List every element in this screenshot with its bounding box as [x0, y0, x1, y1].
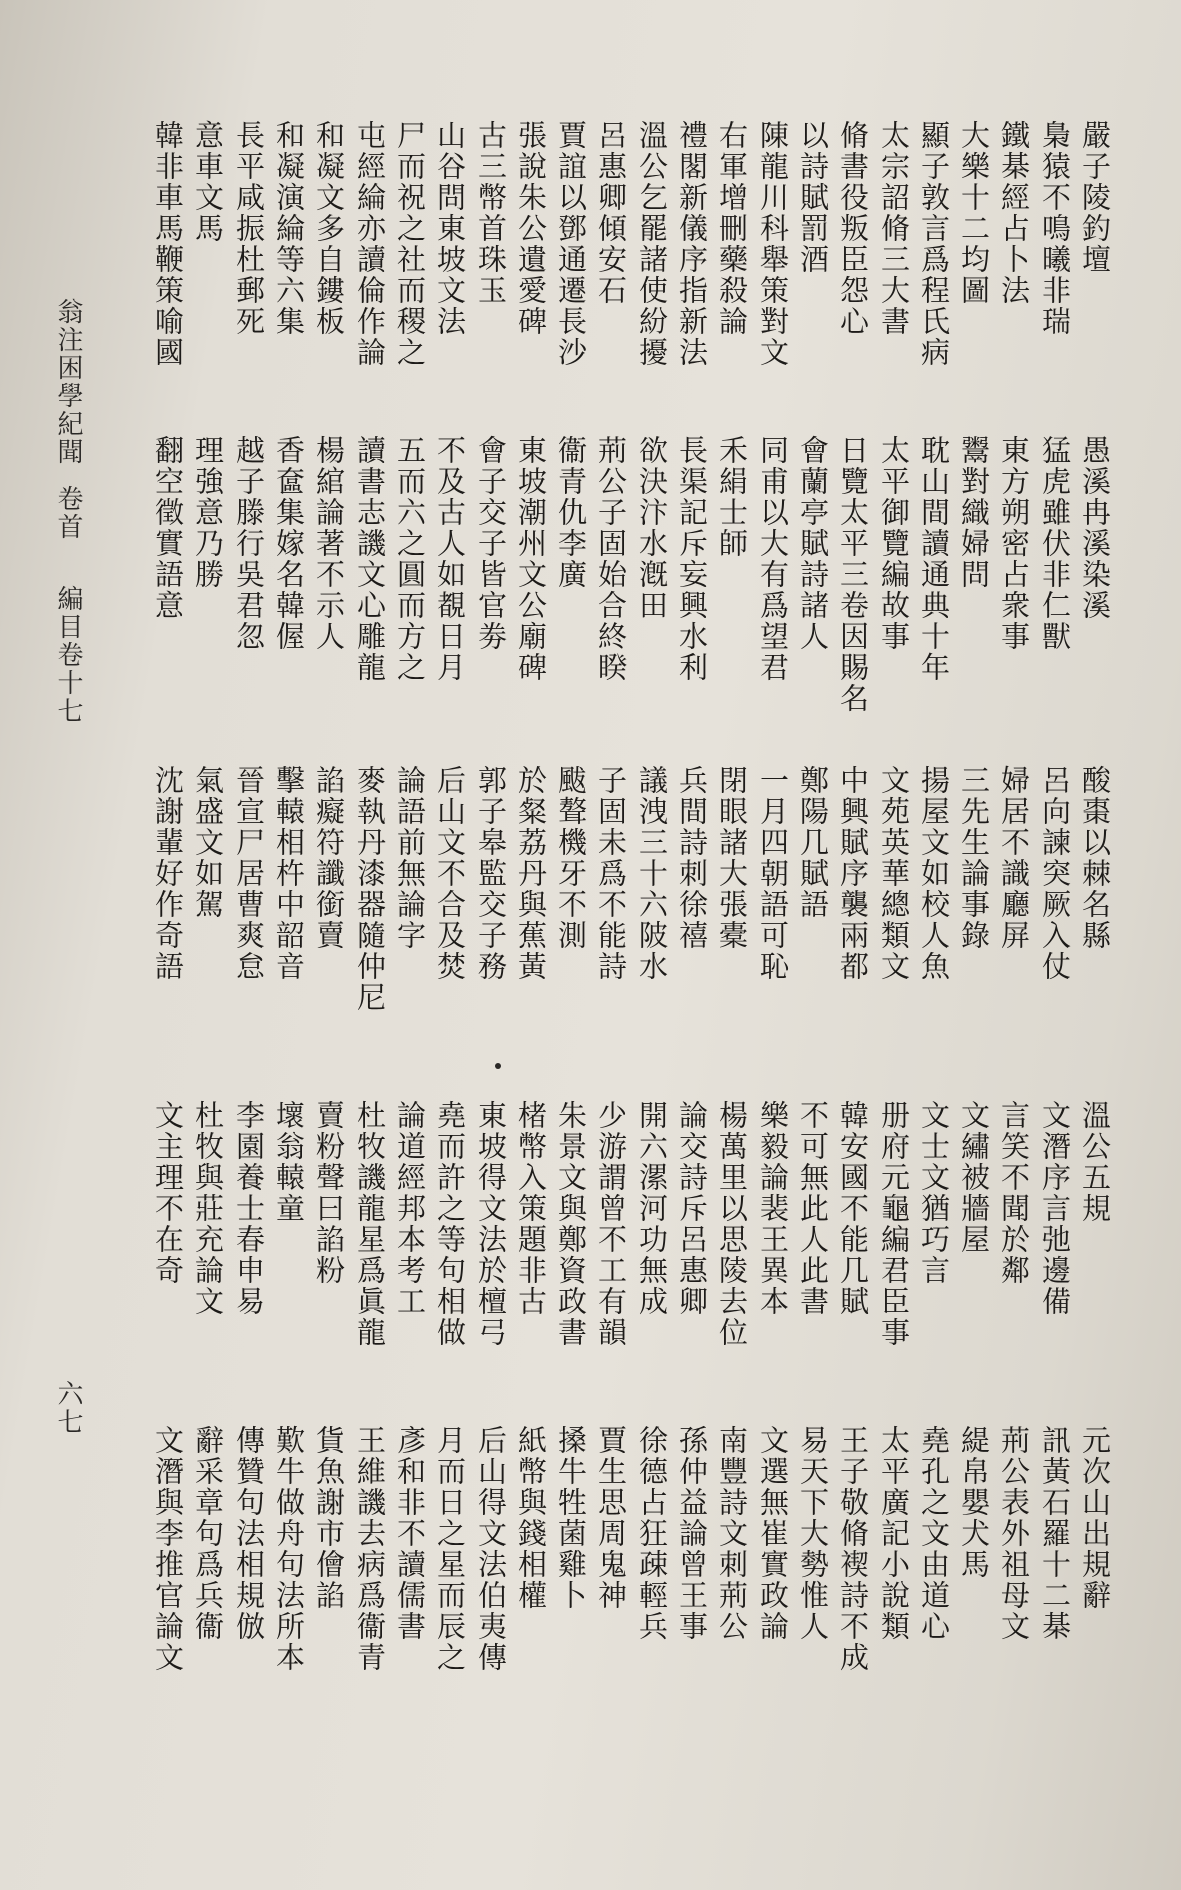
toc-entry: 楊綰論著不示人 [312, 435, 346, 652]
page-number: 六七 [53, 1380, 83, 1436]
toc-entry: 荊公子固始合終睽 [594, 435, 628, 683]
toc-entry: 擊轅相杵中韶音 [272, 765, 306, 982]
toc-entry: 不及古人如覩日月 [433, 435, 467, 683]
toc-entry: 東坡潮州文公廟碑 [514, 435, 548, 683]
toc-entry: 少游謂曾不工有韻 [594, 1100, 628, 1348]
toc-entry: 文士文猶巧言 [917, 1100, 951, 1286]
running-title: 翁注困學紀聞 [53, 298, 83, 466]
toc-entry: 論語前無論字 [393, 765, 427, 951]
toc-entry: 貨魚謝市儈諂 [312, 1425, 346, 1611]
toc-entry: 李園養士春申易 [232, 1100, 266, 1317]
toc-entry: 韓安國不能几賦 [836, 1100, 870, 1317]
toc-entry: 三先生論事錄 [957, 765, 991, 951]
toc-entry: 歎牛做舟句法所本 [272, 1425, 306, 1673]
toc-entry: 東坡得文法於檀弓 [474, 1100, 508, 1348]
toc-entry: 會蘭亭賦詩諸人 [796, 435, 830, 652]
toc-entry: 楊萬里以思陵去位 [715, 1100, 749, 1348]
toc-entry: 中興賦序襲兩都 [836, 765, 870, 982]
toc-entry: 沈謝輩好作奇語 [151, 765, 185, 982]
toc-entry: 呂向諫突厥入仗 [1038, 765, 1072, 982]
toc-entry: 顯子敦言爲程氏病 [917, 120, 951, 368]
toc-entry: 婦居不識廳屏 [997, 765, 1031, 951]
toc-entry: 子固未爲不能詩 [594, 765, 628, 982]
toc-entry: 議洩三十六陂水 [635, 765, 669, 982]
toc-entry: 酸棗以棘名縣 [1078, 765, 1112, 951]
toc-entry: 月而日之星而辰之 [433, 1425, 467, 1673]
toc-entry: 紙幣與錢相權 [514, 1425, 548, 1611]
toc-entry: 大樂十二均圖 [957, 120, 991, 306]
toc-entry: 禾絹士師 [715, 435, 749, 559]
toc-entry: 韓非車馬鞭策喻國 [151, 120, 185, 368]
toc-entry: 壞翁轅童 [272, 1100, 306, 1224]
toc-entry: 樂毅論裴王異本 [756, 1100, 790, 1317]
toc-entry: 杜牧與莊充論文 [191, 1100, 225, 1317]
toc-entry: 后山得文法伯夷傳 [474, 1425, 508, 1673]
toc-entry: 傳贊句法相規倣 [232, 1425, 266, 1642]
toc-entry: 於粲荔丹與蕉黃 [514, 765, 548, 982]
toc-entry: 呂惠卿傾安石 [594, 120, 628, 306]
toc-entry: 讀書志譏文心雕龍 [353, 435, 387, 683]
toc-entry: 同甫以大有爲望君 [756, 435, 790, 683]
toc-entry: 理強意乃勝 [191, 435, 225, 590]
toc-entry: 鐵棊經占卜法 [997, 120, 1031, 306]
toc-entry: 山谷問東坡文法 [433, 120, 467, 337]
toc-entry: 易天下大勢惟人 [796, 1425, 830, 1642]
toc-entry: 賣粉聲曰諂粉 [312, 1100, 346, 1286]
toc-entry: 長渠記斥妄興水利 [675, 435, 709, 683]
toc-entry: 不可無此人此書 [796, 1100, 830, 1317]
toc-entry: 孫仲益論曾王事 [675, 1425, 709, 1642]
toc-entry: 和凝演綸等六集 [272, 120, 306, 337]
toc-entry: 會子交子皆官劵 [474, 435, 508, 652]
toc-entry: 賈生思周鬼神 [594, 1425, 628, 1611]
toc-entry: 東方朔密占衆事 [997, 435, 1031, 652]
toc-entry: 太宗詔脩三大書 [877, 120, 911, 337]
section-label: 編目卷十七 [53, 585, 83, 725]
toc-entry: 衞青仇李廣 [554, 435, 588, 590]
toc-entry: 文主理不在奇 [151, 1100, 185, 1286]
toc-entry: 以詩賦罰酒 [796, 120, 830, 275]
toc-entry: 南豐詩文刺荊公 [715, 1425, 749, 1642]
toc-entry: 閉眼諸大張橐 [715, 765, 749, 951]
toc-entry: 屯經綸亦讀倫作論 [353, 120, 387, 368]
toc-entry: 陳龍川科舉策對文 [756, 120, 790, 368]
toc-entry: 文苑英華總類文 [877, 765, 911, 982]
toc-entry: 搡牛牲菌雞卜 [554, 1425, 588, 1611]
toc-entry: 杜牧譏龍星爲眞龍 [353, 1100, 387, 1348]
toc-entry: 香奩集嫁名韓偓 [272, 435, 306, 652]
toc-entry: 彥和非不讀儒書 [393, 1425, 427, 1642]
toc-entry: 五而六之圓而方之 [393, 435, 427, 683]
toc-entry: 尸而祝之社而稷之 [393, 120, 427, 368]
toc-entry: 梟猿不鳴曦非瑞 [1038, 120, 1072, 337]
toc-entry: 氣盛文如駕 [191, 765, 225, 920]
toc-entry: 王子敬脩褉詩不成 [836, 1425, 870, 1673]
toc-entry: 賈誼以鄧通遷長沙 [554, 120, 588, 368]
toc-entry: 古三幣首珠玉 [474, 120, 508, 306]
toc-entry: 嚴子陵釣壇 [1078, 120, 1112, 275]
toc-entry: 緹帛嬰犬馬 [957, 1425, 991, 1580]
toc-entry: 論交詩斥呂惠卿 [675, 1100, 709, 1317]
toc-entry: 太平御覽編故事 [877, 435, 911, 652]
toc-entry: 徐德占狂疎輕兵 [635, 1425, 669, 1642]
toc-entry: 諂癡符讖銜賣 [312, 765, 346, 951]
toc-entry: 右軍增刪藥殺論 [715, 120, 749, 337]
toc-entry: 辭采章句爲兵衞 [191, 1425, 225, 1642]
toc-entry: 開六漯河功無成 [635, 1100, 669, 1317]
toc-entry: 越子滕行吳君忽 [232, 435, 266, 652]
toc-entry: 溫公五規 [1078, 1100, 1112, 1224]
toc-entry: 荊公表外祖母文 [997, 1425, 1031, 1642]
toc-entry: 堯而許之等句相做 [433, 1100, 467, 1348]
toc-entry: 一月四朝語可恥 [756, 765, 790, 982]
toc-entry: 麥執丹漆器隨仲尼 [353, 765, 387, 1013]
toc-entry: 揚屋文如校人魚 [917, 765, 951, 982]
toc-entry: 晉宣尸居曹爽怠 [232, 765, 266, 982]
toc-entry: 猛虎雖伏非仁獸 [1038, 435, 1072, 652]
toc-entry: 郭子皋監交子務 [474, 765, 508, 982]
toc-entry: 張說朱公遺愛碑 [514, 120, 548, 337]
toc-entry: 颰聱機牙不測 [554, 765, 588, 951]
toc-entry: 楮幣入策題非古 [514, 1100, 548, 1317]
toc-entry: 元次山出規辭 [1078, 1425, 1112, 1611]
volume-label: 卷首 [53, 485, 83, 541]
toc-entry: 鬻對織婦問 [957, 435, 991, 590]
toc-entry: 翻空徵實語意 [151, 435, 185, 621]
toc-entry: 訊黃石羅十二棊 [1038, 1425, 1072, 1642]
toc-entry: 兵間詩刺徐禧 [675, 765, 709, 951]
toc-entry: 意車文馬 [191, 120, 225, 244]
toc-entry: 文潛與李推官論文 [151, 1425, 185, 1673]
toc-entry: 脩書役叛臣怨心 [836, 120, 870, 337]
toc-entry: 朱景文與鄭資政書 [554, 1100, 588, 1348]
toc-entry: 愚溪冉溪染溪 [1078, 435, 1112, 621]
toc-entry: 欲決汴水漑田 [635, 435, 669, 621]
toc-entry: 后山文不合及焚 [433, 765, 467, 982]
toc-entry: 禮閣新儀序指新法 [675, 120, 709, 368]
toc-entry: 和凝文多自鏤板 [312, 120, 346, 337]
ink-spot [495, 1063, 501, 1069]
toc-entry: 溫公乞罷諸使紛擾 [635, 120, 669, 368]
toc-entry: 王維譏去病爲衞青 [353, 1425, 387, 1673]
toc-entry: 文選無崔實政論 [756, 1425, 790, 1642]
toc-entry: 日覽太平三卷因賜名 [836, 435, 870, 714]
toc-entry: 册府元龜編君臣事 [877, 1100, 911, 1348]
toc-entry: 長平咸振杜郵死 [232, 120, 266, 337]
toc-entry: 堯孔之文由道心 [917, 1425, 951, 1642]
toc-entry: 太平廣記小說類 [877, 1425, 911, 1642]
toc-entry: 言笑不聞於鄰 [997, 1100, 1031, 1286]
toc-entry: 耽山間讀通典十年 [917, 435, 951, 683]
toc-entry: 論道經邦本考工 [393, 1100, 427, 1317]
toc-entry: 鄭陽几賦語 [796, 765, 830, 920]
toc-entry: 文繡被牆屋 [957, 1100, 991, 1255]
toc-entry: 文潛序言弛邊備 [1038, 1100, 1072, 1317]
